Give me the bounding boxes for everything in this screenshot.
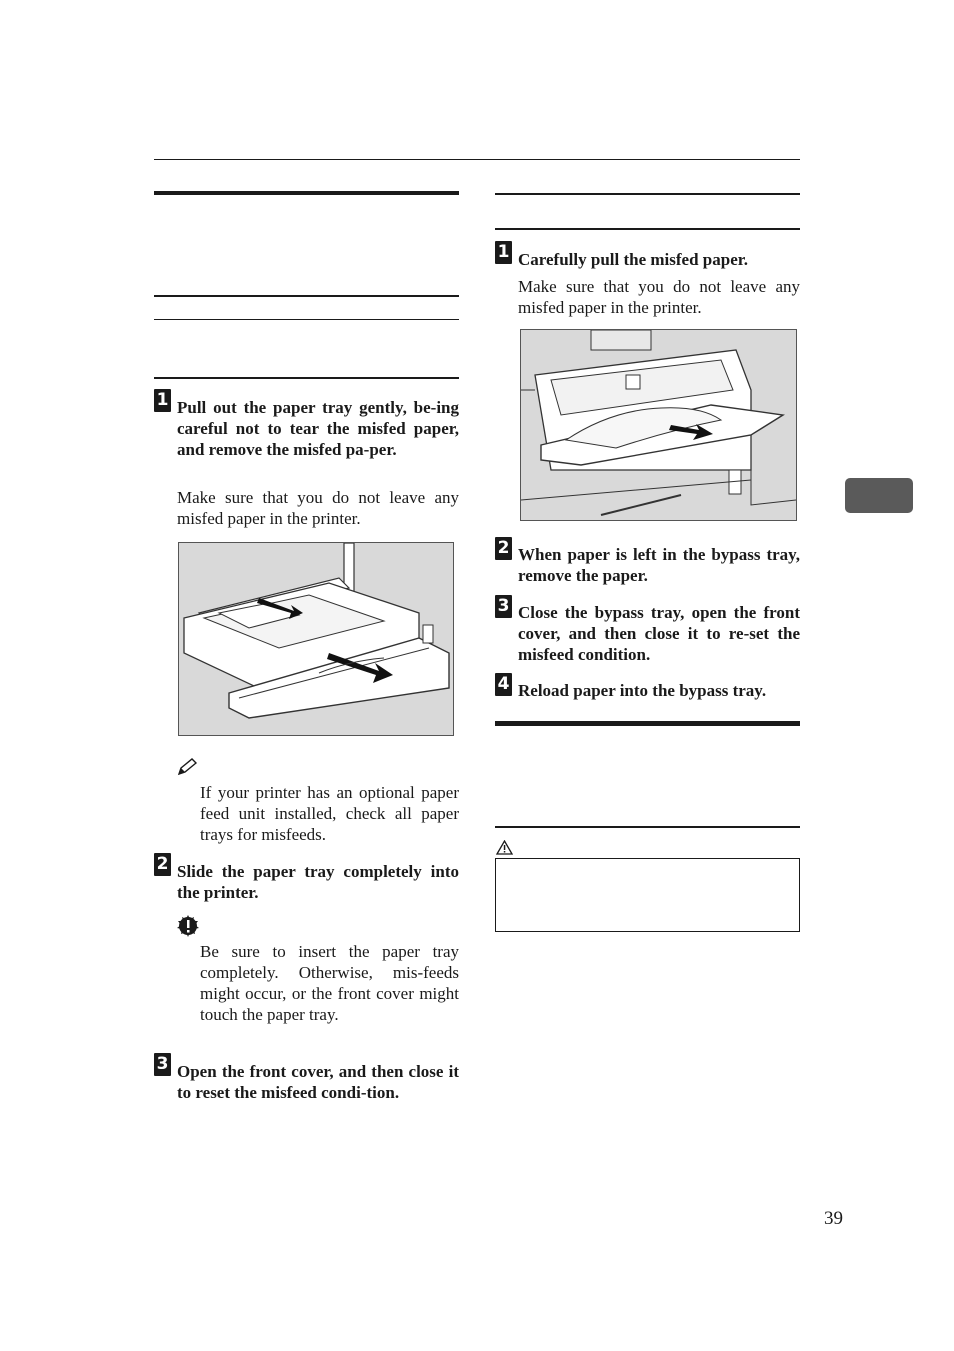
bypass-tray-drawing xyxy=(521,330,796,520)
step-explanation: Make sure that you do not leave any misfed paper in the printer. xyxy=(177,488,459,528)
subsection-rule xyxy=(495,193,800,195)
section-rule-thick xyxy=(495,721,800,726)
step-instruction: Carefully pull the misfed paper. xyxy=(518,250,748,269)
bypass-tray-illustration xyxy=(520,329,797,521)
note-text: If your printer has an optional paper feed unit installed, check all paper trays for misfeeds. xyxy=(200,783,459,844)
step-instruction: When paper is left in the bypass tray, remove the paper. xyxy=(518,545,800,585)
subsection-rule xyxy=(154,295,459,297)
important-icon xyxy=(177,915,199,937)
pencil-note-icon xyxy=(177,758,199,776)
subsection-rule xyxy=(495,826,800,828)
step-number: 3 xyxy=(495,595,512,618)
warning-triangle-icon xyxy=(496,840,513,855)
paper-tray-drawing xyxy=(179,543,453,735)
step-instruction: Reload paper into the bypass tray. xyxy=(518,681,767,700)
step-number: 4 xyxy=(495,673,512,696)
step-number: 2 xyxy=(154,853,171,876)
step-instruction: Close the bypass tray, open the front cover, and then close it to re-set the misfeed condition. xyxy=(518,603,800,664)
subsection-rule xyxy=(154,319,459,320)
step-number: 3 xyxy=(154,1053,171,1076)
section-rule-thick xyxy=(154,191,459,195)
procedure-rule xyxy=(495,228,800,230)
important-text: Be sure to insert the paper tray completely. Otherwise, mis-feeds might occur, or the front cover might touch the paper tray. xyxy=(200,942,459,1024)
step-instruction: Slide the paper tray completely into the printer. xyxy=(177,862,459,902)
caution-box xyxy=(495,858,800,932)
step-instruction: Pull out the paper tray gently, be-ing careful not to tear the misfed paper, and remove the misfed pa-per. xyxy=(177,398,459,459)
step-instruction: Open the front cover, and then close it to reset the misfeed condi-tion. xyxy=(177,1062,459,1102)
header-rule xyxy=(154,159,800,160)
page-number: 39 xyxy=(824,1208,843,1229)
paper-tray-illustration xyxy=(178,542,454,736)
step-number: 1 xyxy=(154,389,171,412)
procedure-rule xyxy=(154,377,459,379)
step-number: 2 xyxy=(495,537,512,560)
chapter-tab xyxy=(845,478,913,513)
step-explanation: Make sure that you do not leave any misfed paper in the printer. xyxy=(518,277,800,317)
step-number: 1 xyxy=(495,241,512,264)
